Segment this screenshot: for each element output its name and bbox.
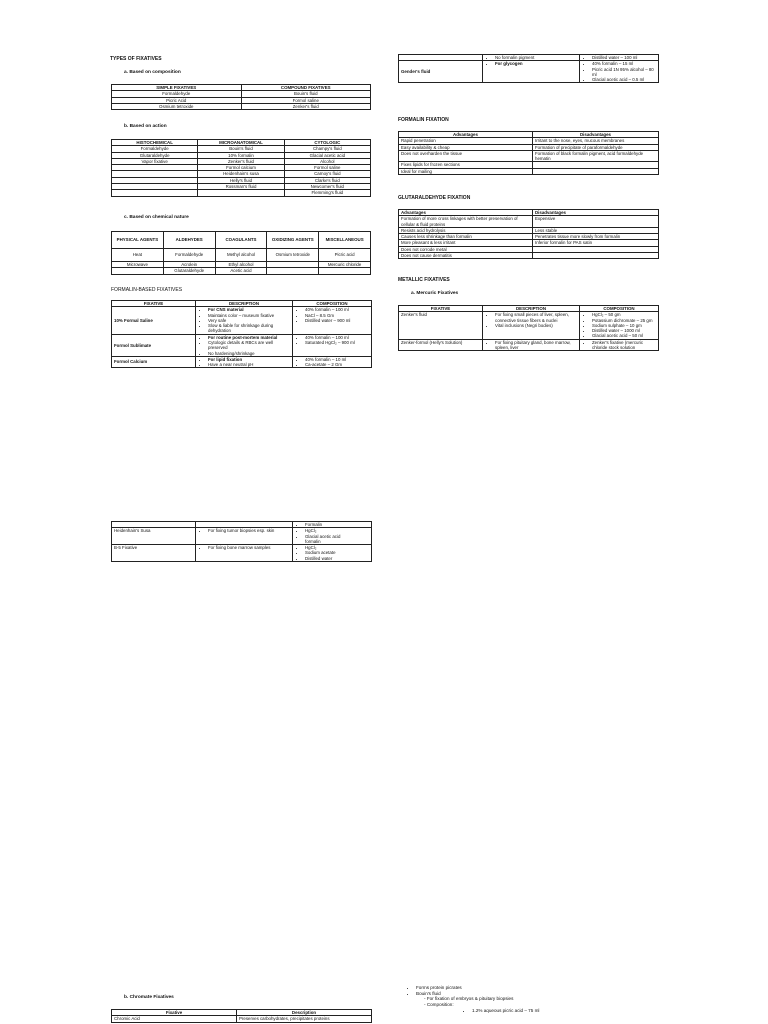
glutaraldehyde-title: GLUTARALDEHYDE FIXATION — [398, 195, 471, 201]
table-row: Causes less shrinkage than formalin Penetrates tissue more slowly from formalin — [399, 234, 659, 240]
col-header: CYTOLOGIC — [284, 140, 370, 146]
col-header: PHYSICAL AGENTS — [112, 232, 164, 249]
table-row: Heidenhain's susa Carnoy's fluid — [112, 171, 371, 177]
metallic-title: METALLIC FIXATIVES — [398, 277, 450, 283]
list-item: • Forms protein picrates — [416, 985, 658, 991]
col-header: HISTOCHEMICAL — [112, 140, 198, 146]
table-row: Easy availability & cheap Formation of precipitate of paraformaldehyde — [399, 144, 659, 150]
table-row: Gender's fluid • For glycogen • 40% formalin – 15 ml • Picric acid 1N 95% alcohol – 80 ml • Glacial acetic acid – 0.5 ml — [399, 61, 659, 83]
table-row: Microwave Acrolein Ethyl alcohol Mercuric chloride — [112, 262, 371, 268]
table-row: B-5 Fixative • For fixing bone marrow samples • HgCl₂ • Sodium acetate • Distilled water — [112, 545, 372, 562]
table-row: Formol Calcium • For lipid fixation • Have a near neutral pH • 40% formalin – 10 ml • Ca-acetate – 2 Gm — [112, 356, 372, 368]
col-header: DESCRIPTION — [483, 306, 580, 312]
formalin-based-table — [111, 300, 372, 368]
table-row: Formaldehyde Bouin's fluid Champy's fluid — [112, 146, 371, 152]
table-row: Does not cause dermatitis — [399, 252, 659, 258]
formalin-fixation-table — [398, 131, 659, 175]
col-header: COMPOSITION — [293, 301, 372, 307]
list-item: - Composition: • 1.2% aqueous picric acid – 75 ml — [424, 1002, 658, 1013]
table-row: Zenker's fluid • For fixing small pieces of liver, spleen, connective tissue fibers & nuclei • Vital inclusions (Negri bodies) • HgCl₂ – 50 gm • Potassium dichromate – 25 gm • Sodium sulphate – 10 gm • Distilled water – 1000 ml • Glacial acetic acid – 50 ml — [399, 312, 659, 339]
table-row: Formation of more cross linkages with better preservation of cellular & fluid proteins Expensive — [399, 216, 659, 228]
picric-notes — [398, 985, 658, 1014]
table-row: Formol calcium Formol saline — [112, 165, 371, 171]
col-header: OXIDIZING AGENTS — [267, 232, 319, 249]
action-heading: b. Based on action — [124, 124, 167, 129]
table-row: Chromic Acid Preserves carbohydrates, precipitates proteins — [112, 1016, 372, 1022]
col-header: DESCRIPTION — [196, 301, 293, 307]
table-row: • Formalin — [112, 522, 372, 528]
list-item: • 1.2% aqueous picric acid – 75 ml — [472, 1008, 658, 1014]
col-header: FIXATIVE — [112, 301, 196, 307]
col-header: Fixative — [112, 1010, 237, 1016]
table-row: Resists acid hydrolysis Less stable — [399, 227, 659, 233]
table-row: Ideal for mailing — [399, 168, 659, 174]
table-row: Picric Acid Formol saline — [112, 97, 371, 103]
table-row: Formol Sublimate • For routine post-mortem material • Cytologic details & RBCs are well preserved • No hardening/shrinkage • 40% formalin – 100 ml • Saturated HgCl₂ – 900 ml — [112, 334, 372, 356]
col-header: Advantages — [399, 132, 533, 138]
table-row: • No formalin pigment • Distilled water – 100 ml — [399, 55, 659, 61]
table-row: Heat Formaldehyde Methyl alcohol Osmium tetroxide Picric acid — [112, 249, 371, 262]
table-row: Vapor fixative Zenker's fluid Alcohol — [112, 158, 371, 164]
table-row: Heidenhain's Susa • For fixing tumor biopsies esp. skin • HgCl₂ • Glacial acetic acid formalin — [112, 528, 372, 545]
table-row: Osmium tetroxide Zenker's fluid — [112, 103, 371, 109]
mercuric-table — [398, 305, 659, 351]
glutaraldehyde-table — [398, 209, 659, 259]
table-row: Fixes lipids for frozen sections — [399, 162, 659, 168]
col-header: COMPOSITION — [580, 306, 659, 312]
col-header: COMPOUND FIXATIVES — [241, 85, 371, 91]
table-row: Does not overharden the tissue Formation of black formalin pigment, acid formaldehyde hematin — [399, 150, 659, 162]
col-header: COAGULANTS — [215, 232, 267, 249]
table-row: Helly's fluid Clarke's fluid — [112, 177, 371, 183]
table-row: Rossman's fluid Newcomer's fluid — [112, 183, 371, 189]
col-header: Disadvantages — [533, 210, 659, 216]
list-item: • Bouin's fluid - For fixation of embryos & pituitary biopsies - Composition: • 1.2% aqueous picric acid – 75 ml — [416, 991, 658, 1014]
mercuric-heading: a. Mercuric Fixatives — [411, 291, 459, 296]
chemical-table — [111, 231, 371, 275]
types-title: TYPES OF FIXATIVES — [110, 56, 162, 62]
table-row: Glutaraldehyde 10% formalin Glacial acetic acid — [112, 152, 371, 158]
table-row: Formaldehyde Bouin's fluid — [112, 91, 371, 97]
col-header: Description — [237, 1010, 372, 1016]
col-header: Advantages — [399, 210, 533, 216]
table-row: Rapid penetration Irritant to the nose, eyes, mucous membranes — [399, 138, 659, 144]
composition-heading: a. Based on composition — [124, 70, 181, 75]
table-row: Glutaraldehyde Acetic acid — [112, 268, 371, 274]
col-header: MICROANATOMICAL — [198, 140, 284, 146]
table-row: 10% Formal Saline • For CNS material • Maintains color – museum fixative • Very safe • Slow & liable for shrinkage during dehydration • 40% formalin – 100 ml • NaCl – 8.5 Gm • Distilled water – 900 ml — [112, 307, 372, 334]
action-table — [111, 139, 371, 197]
lower-fixatives-table — [111, 521, 372, 562]
table-row: Does not corrode metal — [399, 246, 659, 252]
formalin-fixation-title: FORMALIN FIXATION — [398, 117, 449, 123]
list-item: - For fixation of embryos & pituitary biopsies — [424, 996, 514, 1002]
table-row: Flemming's fluid — [112, 190, 371, 196]
col-header: SIMPLE FIXATIVES — [112, 85, 242, 91]
col-header: FIXATIVE — [399, 306, 483, 312]
chromate-table — [111, 1009, 372, 1023]
composition-table — [111, 84, 371, 110]
col-header: MISCELLANEOUS — [319, 232, 371, 249]
formalin-based-title: FORMALIN-BASED FIXATIVES — [111, 287, 183, 293]
col-header: Disadvantages — [533, 132, 659, 138]
table-row: More pleasant & less irritant Inferior formalin for PAS satin — [399, 240, 659, 246]
chemical-heading: c. Based on chemical nature — [124, 215, 189, 220]
table-row: Zenker-formol (Helly's Solution) • For fixing pituitary gland, bone marrow, spleen, liver • Zenker's fixative (mercuric chloride stock solution — [399, 339, 659, 351]
col-header: ALDEHYDES — [163, 232, 215, 249]
gendre-table — [398, 54, 659, 83]
chromate-heading: b. Chromate Fixatives — [124, 995, 174, 1000]
